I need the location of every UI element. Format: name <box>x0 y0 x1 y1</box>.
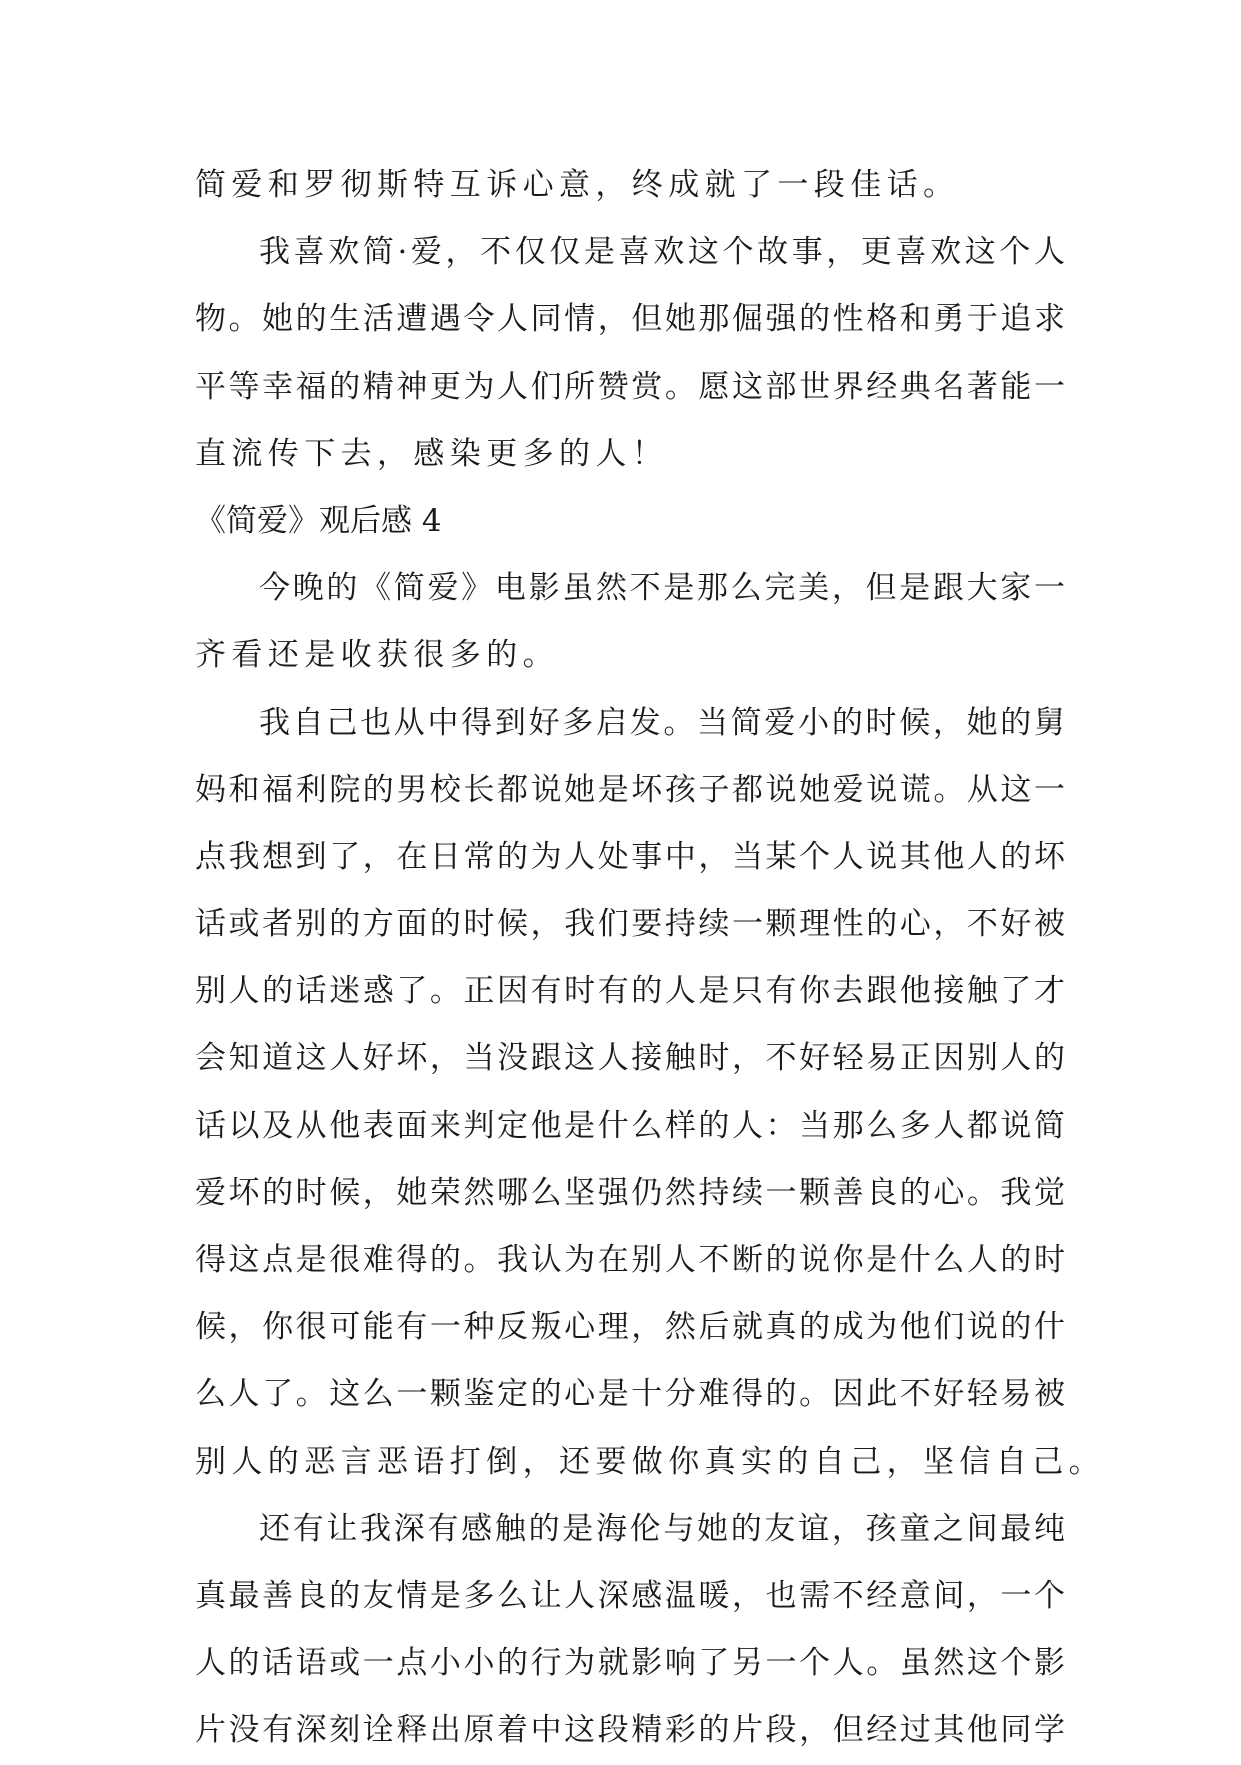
text-line: 物。她的生活遭遇令人同情，但她那倔强的性格和勇于追求 <box>195 301 1065 338</box>
document-body <box>195 152 1105 1765</box>
text-line: 爱坏的时候，她荣然哪么坚强仍然持续一颗善良的心。我觉 <box>195 1174 1065 1211</box>
text-line: 齐看还是收获很多的。 <box>195 637 559 674</box>
text-line: 候，你很可能有一种反叛心理，然后就真的成为他们说的什 <box>195 1309 1065 1346</box>
text-line: 话或者别的方面的时候，我们要持续一颗理性的心，不好被 <box>195 906 1065 943</box>
text-line: 我自己也从中得到好多启发。当简爱小的时候，她的舅 <box>259 704 1065 741</box>
text-line: 我喜欢简·爱，不仅仅是喜欢这个故事，更喜欢这个人 <box>259 234 1065 271</box>
text-line: 别人的恶言恶语打倒，还要做你真实的自己，坚信自己。 <box>195 1443 1105 1480</box>
text-line: 么人了。这么一颗鉴定的心是十分难得的。因此不好轻易被 <box>195 1376 1065 1413</box>
text-line: 别人的话迷惑了。正因有时有的人是只有你去跟他接触了才 <box>195 973 1065 1010</box>
text-line: 今晚的《简爱》电影虽然不是那么完美，但是跟大家一 <box>259 570 1065 607</box>
text-line: 还有让我深有感触的是海伦与她的友谊，孩童之间最纯 <box>259 1510 1065 1547</box>
text-line: 直流传下去，感染更多的人！ <box>195 435 669 472</box>
text-line: 片没有深刻诠释出原着中这段精彩的片段，但经过其他同学 <box>195 1712 1065 1749</box>
text-line: 会知道这人好坏，当没跟这人接触时，不好轻易正因别人的 <box>195 1040 1065 1077</box>
text-line: 点我想到了，在日常的为人处事中，当某个人说其他人的坏 <box>195 838 1065 875</box>
text-line: 简爱和罗彻斯特互诉心意，终成就了一段佳话。 <box>195 167 960 203</box>
text-line: 平等幸福的精神更为人们所赞赏。愿这部世界经典名著能一 <box>195 368 1065 405</box>
text-line: 真最善良的友情是多么让人深感温暖，也需不经意间，一个 <box>195 1577 1065 1614</box>
text-line: 妈和福利院的男校长都说她是坏孩子都说她爱说谎。从这一 <box>195 771 1065 808</box>
text-line: 话以及从他表面来判定他是什么样的人：当那么多人都说简 <box>195 1107 1065 1144</box>
text-line: 人的话语或一点小小的行为就影响了另一个人。虽然这个影 <box>195 1645 1065 1682</box>
section-heading: 《简爱》观后感 4 <box>195 502 442 539</box>
text-line: 得这点是很难得的。我认为在别人不断的说你是什么人的时 <box>195 1242 1065 1278</box>
